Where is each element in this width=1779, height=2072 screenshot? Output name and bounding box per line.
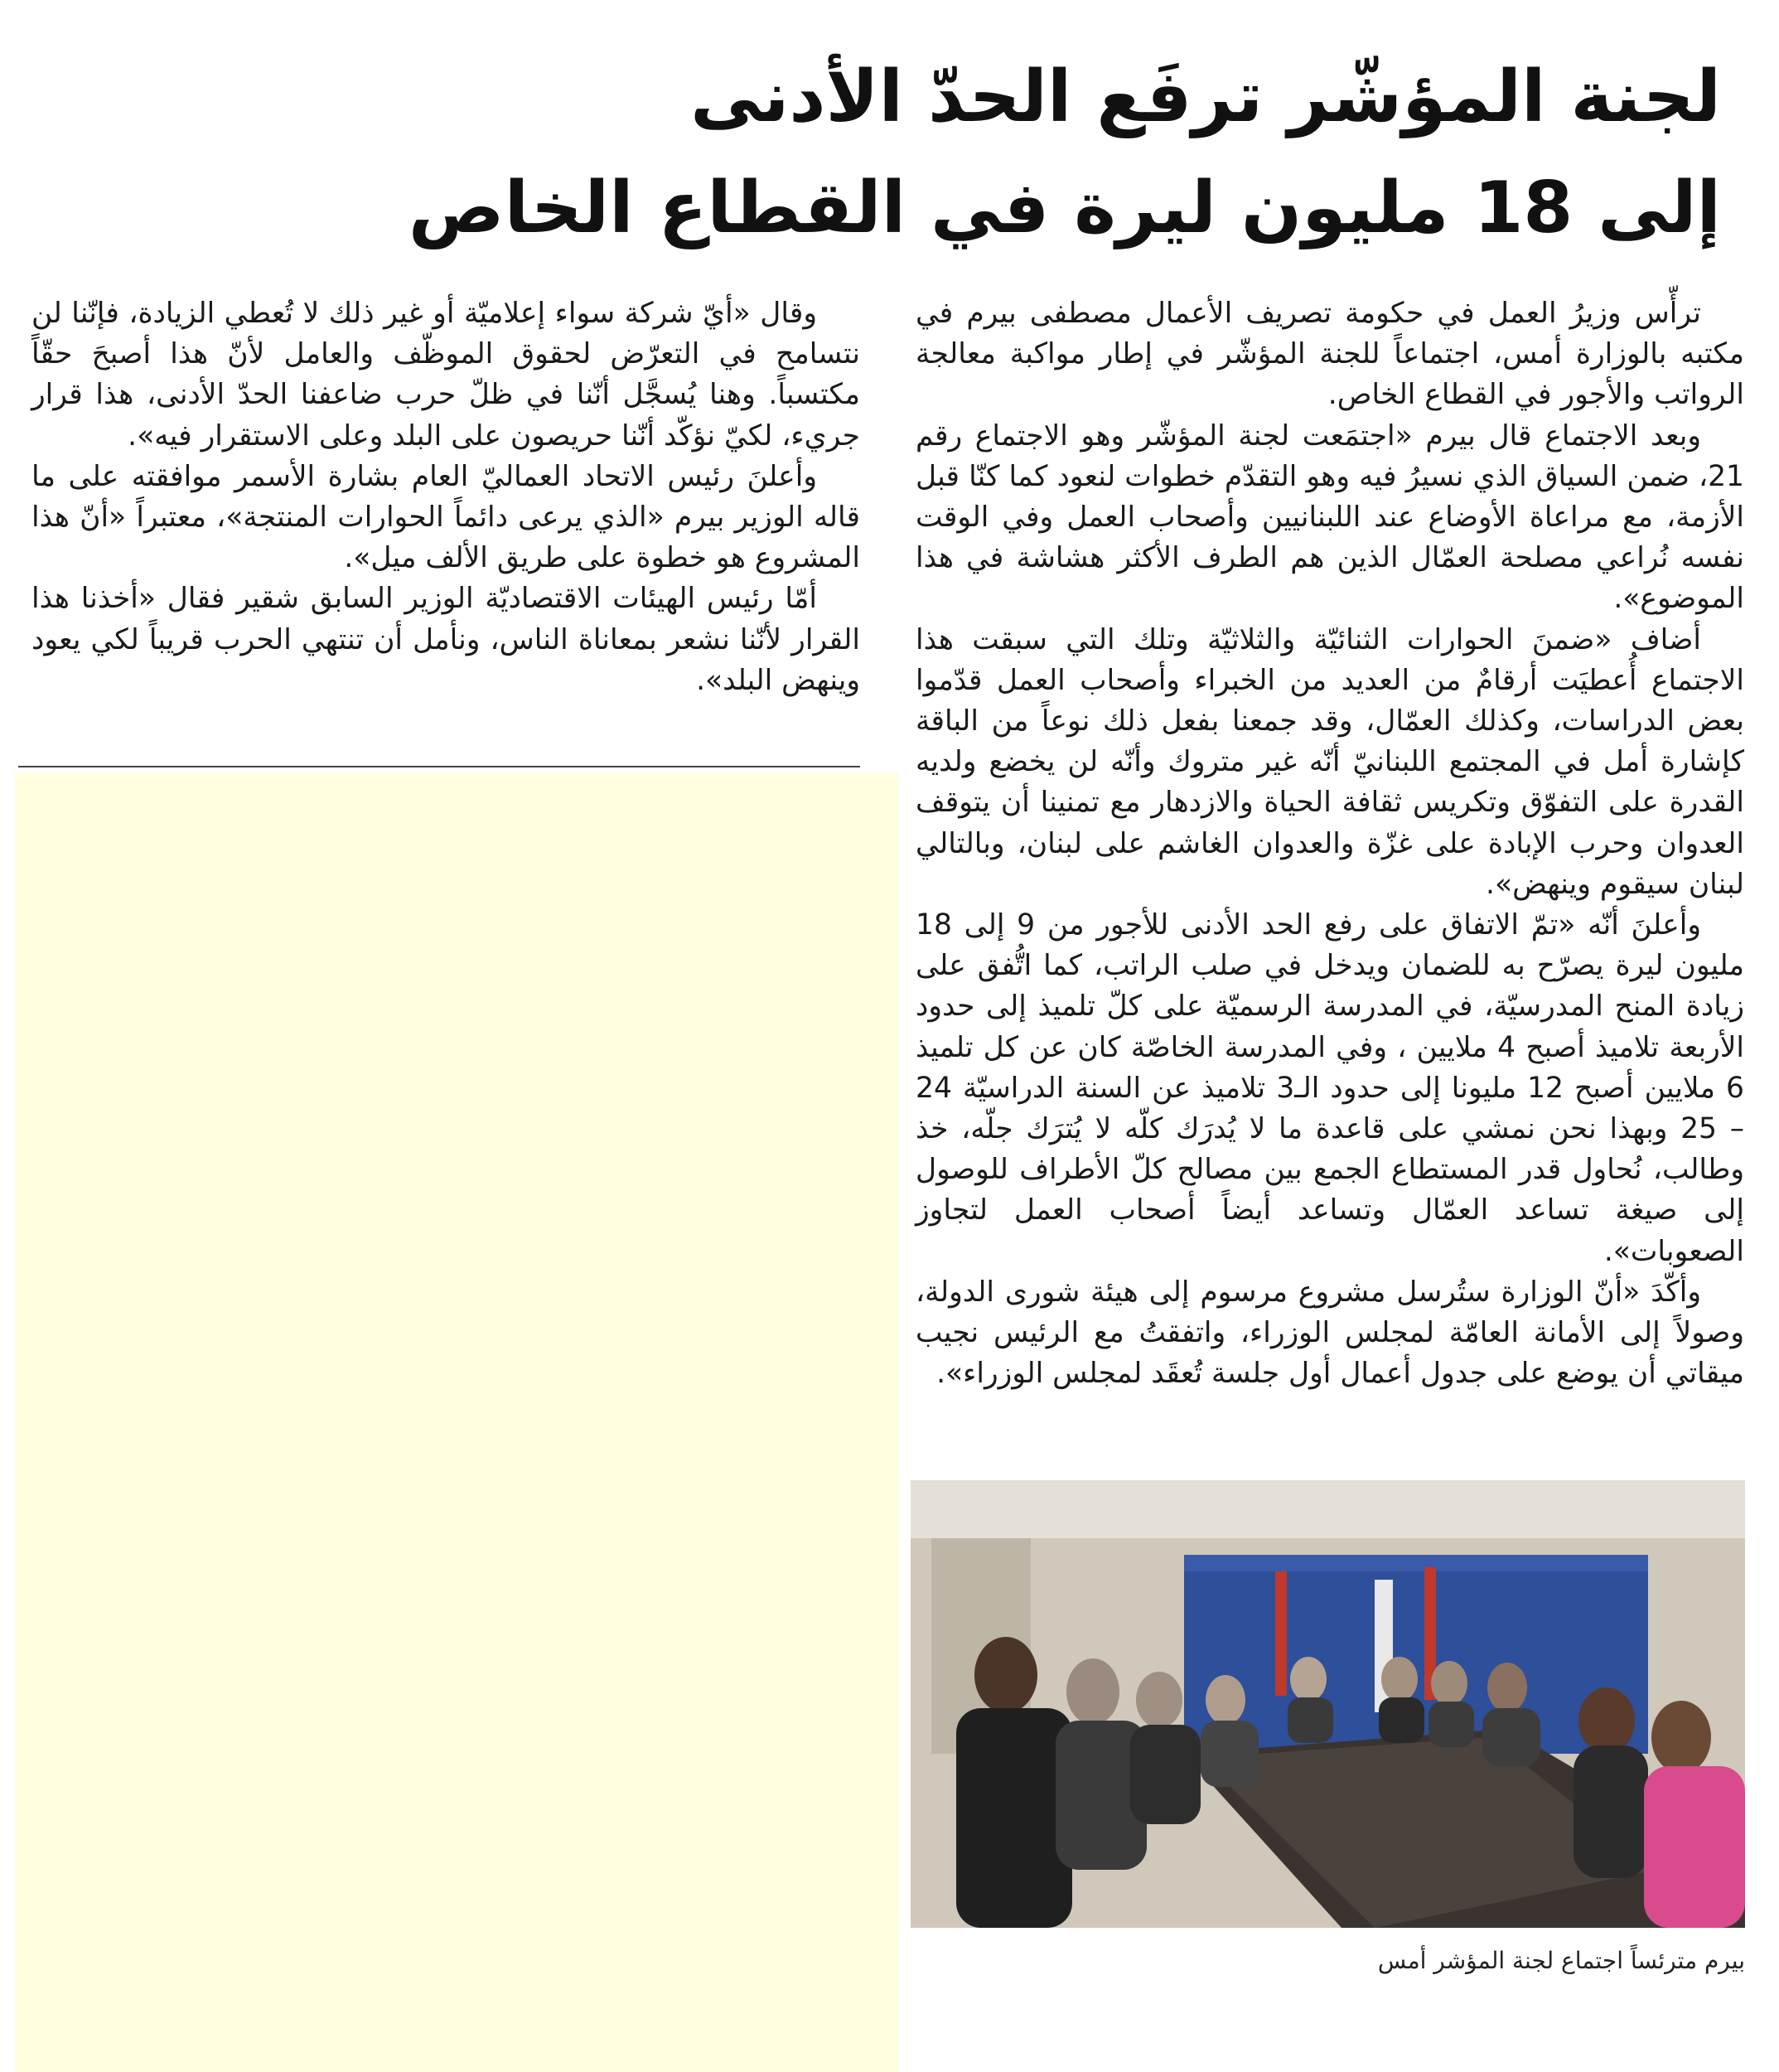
paragraph: وبعد الاجتماع قال بيرم «اجتمَعت لجنة المؤشّر وهو الاجتماع رقم 21، ضمن السياق الذي نسيرُ فيه وهو التقدّم خطوات لنعود كما كنّا قبل الأزمة، مع مراعاة الأوضاع عند اللبنانيين وأصحاب العمل وفي الوقت نفسه نُراعي مصلحة العمّال الذين هم الطرف الأكثر هشاشة في هذا الموضوع». [916, 419, 1744, 616]
photo-caption: بيرم مترئساً اجتماع لجنة المؤشر أمس [1377, 1947, 1745, 1974]
column-divider [18, 766, 860, 767]
paragraph: وأعلنَ رئيس الاتحاد العماليّ العام بشارة الأسمر موافقته على ما قاله الوزير بيرم «الذي يرعى دائماً الحوارات المنتجة»، معتبراً «أنّ هذا المشروع هو خطوة على طريق الألف ميل». [31, 459, 860, 575]
paragraph: أضاف «ضمنَ الحوارات الثنائيّة والثلاثيّة وتلك التي سبقت هذا الاجتماع أُعطيَت أرقامٌ من العديد من الخبراء وأصحاب العمل قدّموا بعض الدراسات، وكذلك العمّال، وقد جمعنا بفعل ذلك نوعاً من الباقة كإشارة أمل في المجتمع اللبنانيّ أنّه غير متروك وأنّه لن يخضع ولديه القدرة على التفوّق وتكريس ثقافة الحياة والازدهار مع تمنينا أن يتوقف العدوان وحرب الإبادة على غزّة والعدوان الغاشم على لبنان، وبالتالي لبنان سيقوم وينهض». [916, 622, 1744, 901]
meeting-photo [911, 1480, 1745, 1928]
paragraph: وأكّدَ «أنّ الوزارة ستُرسل مشروع مرسوم إلى هيئة شورى الدولة، وصولاً إلى الأمانة العامّة لمجلس الوزراء، واتفقتُ مع الرئيس نجيب ميقاتي أن يوضع على جدول أعمال أول جلسة تُعقَد لمجلس الوزراء». [916, 1275, 1744, 1391]
article-column-left [31, 293, 860, 701]
article-headline [408, 41, 1721, 264]
paragraph: وأعلنَ أنّه «تمّ الاتفاق على رفع الحد الأدنى للأجور من 9 إلى 18 مليون ليرة يصرّح به للضمان ويدخل في صلب الراتب، كما اتُّفق على زيادة المنح المدرسيّة، في المدرسة الرسميّة على كلّ تلميذ إلى حدود الأربعة تلاميذ أصبح 4 ملايين ، وفي المدرسة الخاصّة كان عن كل تلميذ 6 ملايين أصبح 12 مليونا إلى حدود الـ3 تلاميذ عن السنة الدراسيّة 24 – 25 وبهذا نحن نمشي على قاعدة ما لا يُدرَك كلّه لا يُترَك جلّه، خذ وطالب، نُحاول قدر المستطاع الجمع بين مصالح كلّ الأطراف للوصول إلى صيغة تساعد العمّال وتساعد أيضاً أصحاب العمل لتجاوز الصعوبات». [916, 908, 1745, 1268]
paragraph: ترأّس وزيرُ العمل في حكومة تصريف الأعمال مصطفى بيرم في مكتبه بالوزارة أمس، اجتماعاً للجنة المؤشّر في إطار مواكبة معالجة الرواتب والأجور في القطاع الخاص. [916, 297, 1744, 412]
paragraph: أمّا رئيس الهيئات الاقتصاديّة الوزير السابق شقير فقال «أخذنا هذا القرار لأنّنا نشعر بمعاناة الناس، ونأمل أن تنتهي الحرب قريباً لكي يعود وينهض البلد». [31, 582, 860, 697]
meeting-photo-icon [911, 1480, 1745, 1928]
headline-line-2: إلى 18 مليون ليرة في القطاع الخاص [408, 167, 1721, 249]
article-column-right [916, 293, 1744, 1394]
headline-line-1: لجنة المؤشّر ترفَع الحدّ الأدنى [690, 56, 1721, 138]
ad-placeholder [15, 772, 898, 2072]
paragraph: وقال «أيّ شركة سواء إعلاميّة أو غير ذلك لا تُعطي الزيادة، فإنّنا لن نتسامح في التعرّض لحقوق الموظّف والعامل لأنّ هذا أصبحَ حقّاً مكتسباً. وهنا يُسجَّل أنّنا في ظلّ حرب ضاعفنا الحدّ الأدنى، هذا قرار جريء، لكيّ نؤكّد أنّنا حريصون على البلد وعلى الاستقرار فيه». [31, 297, 860, 453]
